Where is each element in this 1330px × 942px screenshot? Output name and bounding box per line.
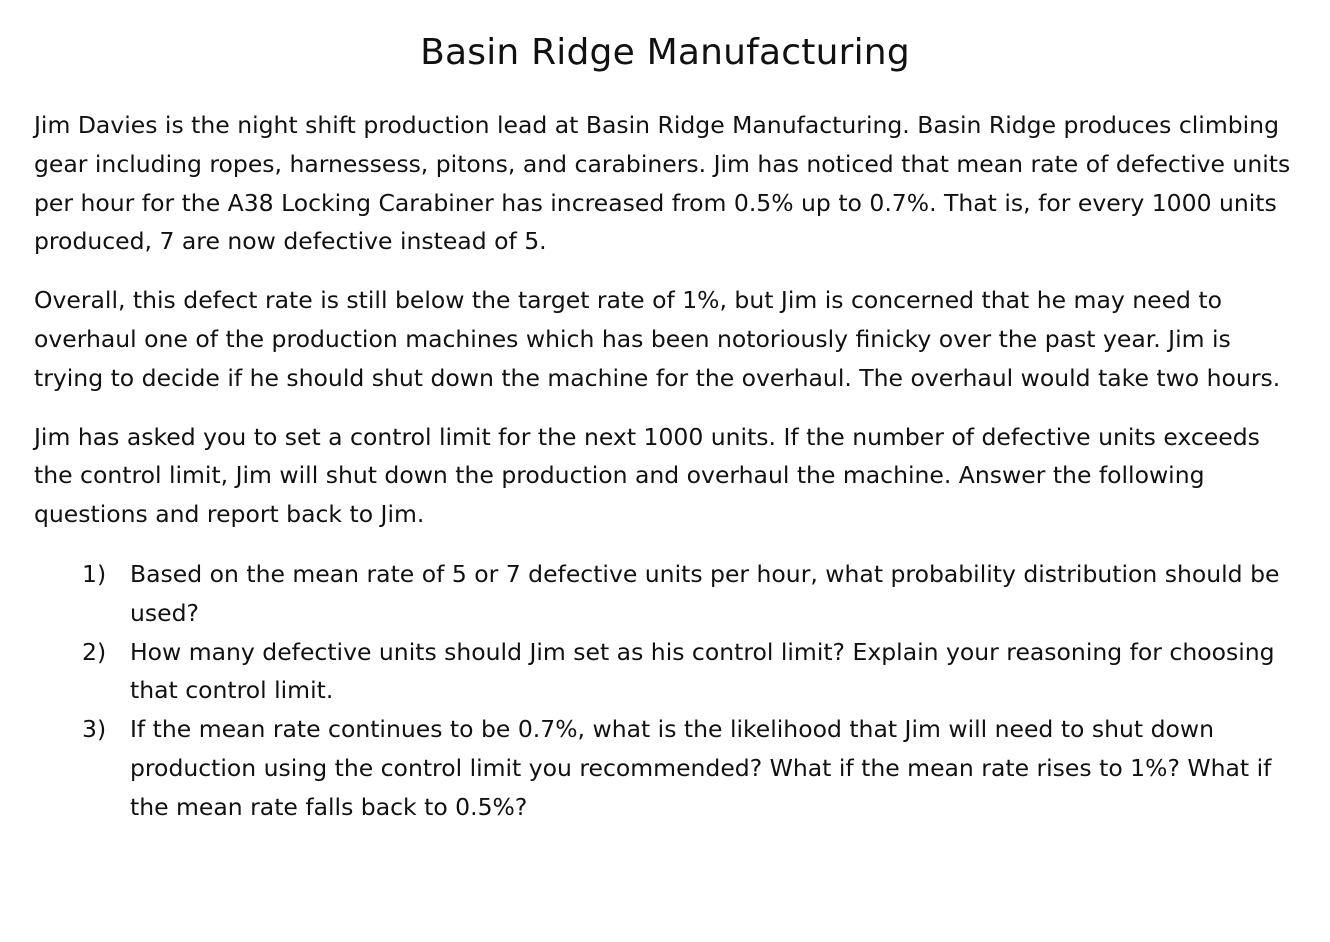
question-text: Based on the mean rate of 5 or 7 defective units per hour, what probability distribution should be used? bbox=[130, 559, 1280, 627]
question-list bbox=[34, 555, 1296, 827]
question-text: If the mean rate continues to be 0.7%, what is the likelihood that Jim will need to shut down production using the control limit you recommended? What if the mean rate rises to 1%? What if the mean rate falls back to 0.5%? bbox=[130, 715, 1272, 821]
concern-paragraph: Overall, this defect rate is still below the target rate of 1%, but Jim is concerned that he may need to overhaul one of the production machines which has been notoriously finicky over the past year. Jim is trying to decide if he should shut down the machine for the overhaul. The overhaul would take two hours. bbox=[34, 286, 1281, 392]
intro-paragraph: Jim Davies is the night shift production lead at Basin Ridge Manufacturing. Basin Ridge produces climbing gear including ropes, harnessess, pitons, and carabiners. Jim has noticed that mean rate of defective units per hour for the A38 Locking Carabiner has increased from 0.5% up to 0.7%. That is, for every 1000 units produced, 7 are now defective instead of 5. bbox=[34, 111, 1291, 256]
list-item bbox=[34, 633, 1296, 711]
question-number: 1) bbox=[82, 559, 107, 588]
list-item bbox=[34, 710, 1296, 826]
question-number: 2) bbox=[82, 637, 107, 666]
task-paragraph: Jim has asked you to set a control limit for the next 1000 units. If the number of defective units exceeds the control limit, Jim will shut down the production and overhaul the machine. Answer the following questions and report back to Jim. bbox=[34, 422, 1260, 529]
document-title: Basin Ridge Manufacturing bbox=[420, 32, 910, 73]
question-text: How many defective units should Jim set as his control limit? Explain your reasoning for choosing that control limit. bbox=[130, 637, 1275, 705]
question-number: 3) bbox=[82, 715, 107, 744]
list-item bbox=[34, 555, 1296, 633]
